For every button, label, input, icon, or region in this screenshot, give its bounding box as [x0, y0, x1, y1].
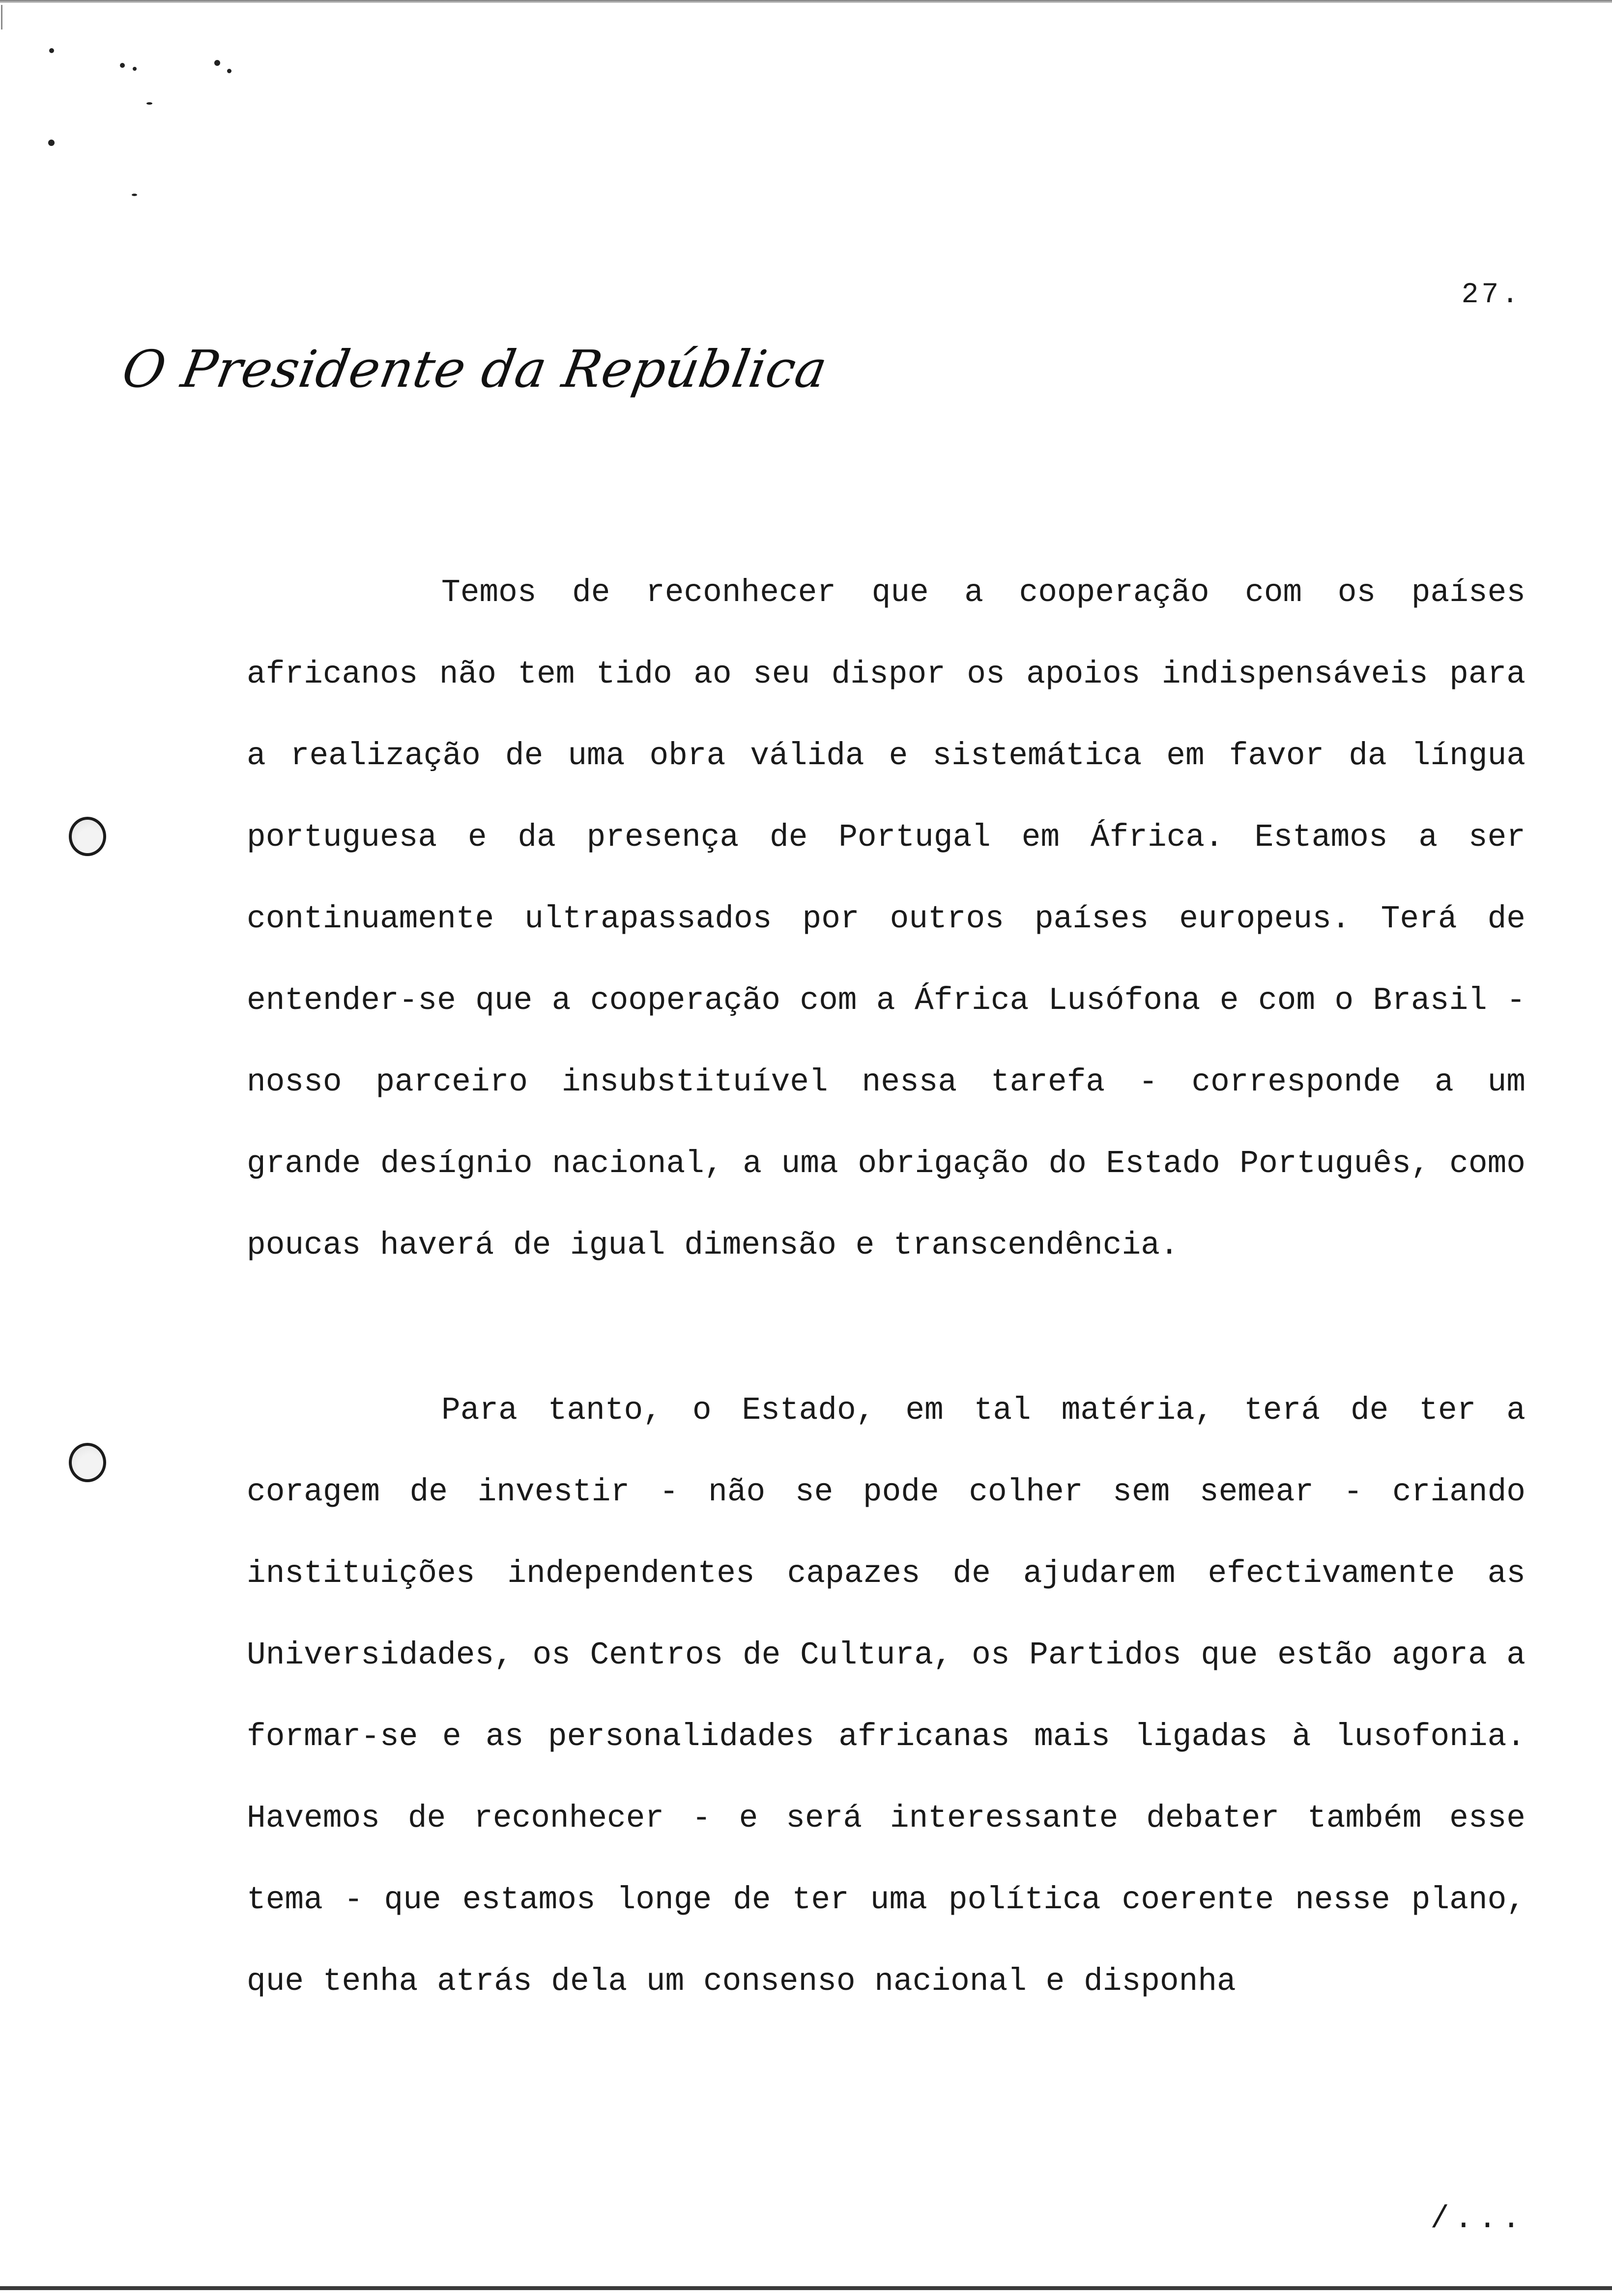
scan-speck — [227, 69, 231, 73]
letterhead-title: O Presidente da República — [118, 339, 832, 399]
scan-speck — [132, 194, 137, 196]
scan-speck — [214, 60, 220, 66]
body-paragraph-1: Temos de reconhecer que a cooperação com os países africanos não tem tido ao seu dispor os apoios indispensáveis para a realização de uma obra válida e sistemática em favor da língua portuguesa e da presença de Portugal em África. Estamos a ser continuamente ultrapassados por outros países europeus. Terá de entender-se que a cooperação com a África Lusófona e com o Brasil - nosso parceiro insubstituível nessa tarefa - corresponde a um grande desígnio nacional, a uma obrigação do Estado Português, como poucas haverá de igual dimensão e transcendência. — [247, 575, 1526, 1263]
scan-border-bottom — [0, 2286, 1612, 2290]
continuation-mark: /... — [1430, 2202, 1526, 2237]
scan-speck — [146, 102, 152, 105]
punch-hole-upper — [69, 817, 106, 856]
scan-border-top — [0, 0, 1612, 3]
scan-border-left — [1, 5, 2, 29]
scan-speck — [120, 63, 125, 68]
punch-hole-lower — [69, 1443, 106, 1482]
scan-speck — [49, 48, 54, 53]
scan-speck — [133, 67, 137, 71]
page-number: 27. — [1461, 279, 1522, 311]
scan-speck — [48, 140, 55, 146]
body-paragraph-2: Para tanto, o Estado, em tal matéria, terá de ter a coragem de investir - não se pode colher sem semear - criando instituições independentes capazes de ajudarem efectivamente as Universidades, os Centros de Cultura, os Partidos que estão agora a formar-se e as personalidades africanas mais ligadas à lusofonia. Havemos de reconhecer - e será interessante debater também esse tema - que estamos longe de ter uma política coerente nesse plano, que tenha atrás dela um consenso nacional e disponha — [247, 1393, 1526, 2000]
